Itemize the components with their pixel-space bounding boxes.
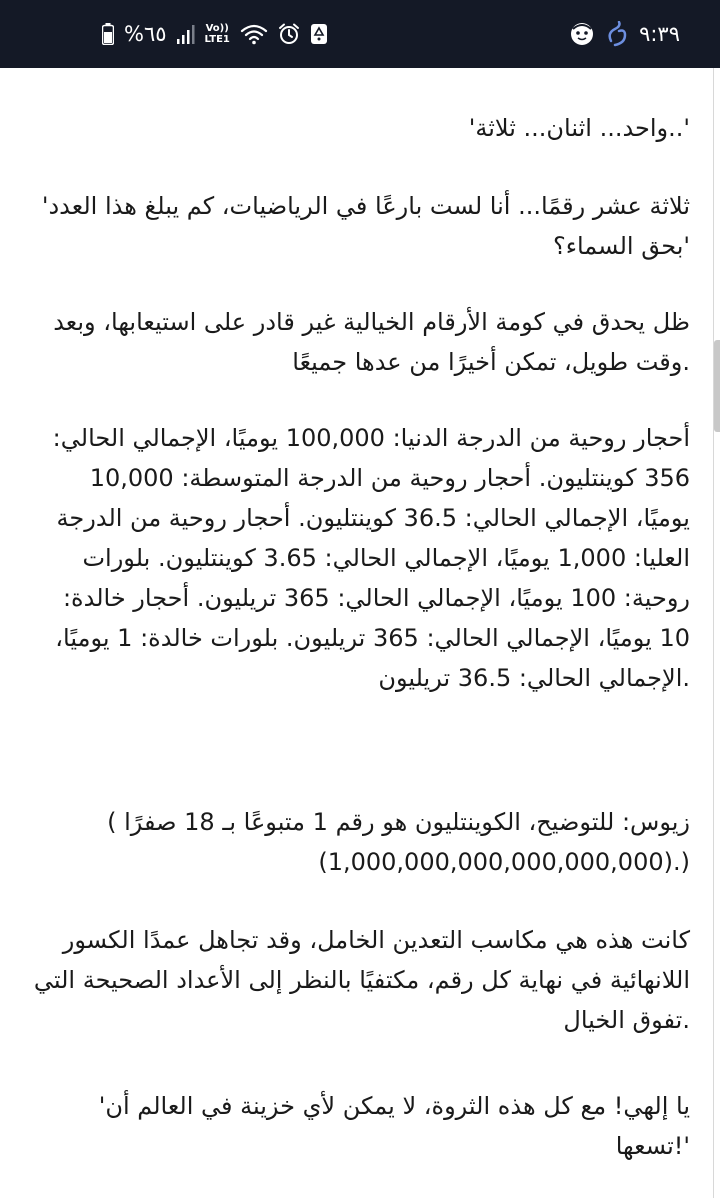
paragraph-1: 'واحد... اثنان... ثلاثة..' <box>468 114 690 142</box>
paragraph-3: ظل يحدق في كومة الأرقام الخيالية غير قادر على استيعابها، وبعد وقت طويل، تمكن أخيرًا من عدها جميعًا. <box>53 308 690 376</box>
network-type <box>205 23 230 45</box>
face-app-icon <box>569 21 595 47</box>
paragraph-5: ( زيوس: للتوضيح، الكوينتليون هو رقم 1 متبوعًا بـ 18 صفرًا (1,000,000,000,000,000,000).) <box>107 808 690 876</box>
paragraph-4: أحجار روحية من الدرجة الدنيا: 100,000 يوميًا، الإجمالي الحالي: 356 كوينتليون. أحجار روحية من الدرجة المتوسطة: 10,000 يوميًا، الإجمالي الحالي: 36.5 كوينتليون. أحجار روحية من الدرجة العليا: 1,000 يوميًا، الإجمالي الحالي: 3.65 كوينتليون. بلورات روحية: 100 يوميًا، الإجمالي الحالي: 365 تريليون. أحجار خالدة: 10 يوميًا، الإجمالي الحالي: 365 تريليون. بلورات خالدة: 1 يوميًا، الإجمالي الحالي: 36.5 تريليون. <box>52 424 690 692</box>
paragraph-7: 'يا إلهي! مع كل هذه الثروة، لا يمكن لأي خزينة في العالم أن تسعها!' <box>98 1092 690 1160</box>
alarm-icon <box>278 23 300 45</box>
signal-icon <box>177 24 195 44</box>
page-edge <box>713 68 714 1198</box>
recycle-icon <box>310 23 328 45</box>
paragraph-6: كانت هذه هي مكاسب التعدين الخامل، وقد تجاهل عمدًا الكسور اللانهائية في نهاية كل رقم، مكتفيًا بالنظر إلى الأعداد الصحيحة التي تفوق الخيال. <box>33 926 690 1034</box>
status-left-group <box>102 0 328 68</box>
notification-app-icon <box>605 21 629 47</box>
network-line-2: LTE1 <box>204 34 230 45</box>
battery-icon <box>102 23 114 45</box>
scroll-handle[interactable] <box>714 340 720 432</box>
wifi-icon <box>240 23 268 45</box>
status-bar <box>0 0 720 68</box>
status-right-group <box>569 0 680 68</box>
battery-percent: %٦٥ <box>124 22 167 46</box>
paragraph-2: 'ثلاثة عشر رقمًا... أنا لست بارعًا في الرياضيات، كم يبلغ هذا العدد بحق السماء؟' <box>41 192 690 260</box>
network-line-1: Vo)) <box>205 23 229 34</box>
clock: ٩:٣٩ <box>639 22 680 46</box>
